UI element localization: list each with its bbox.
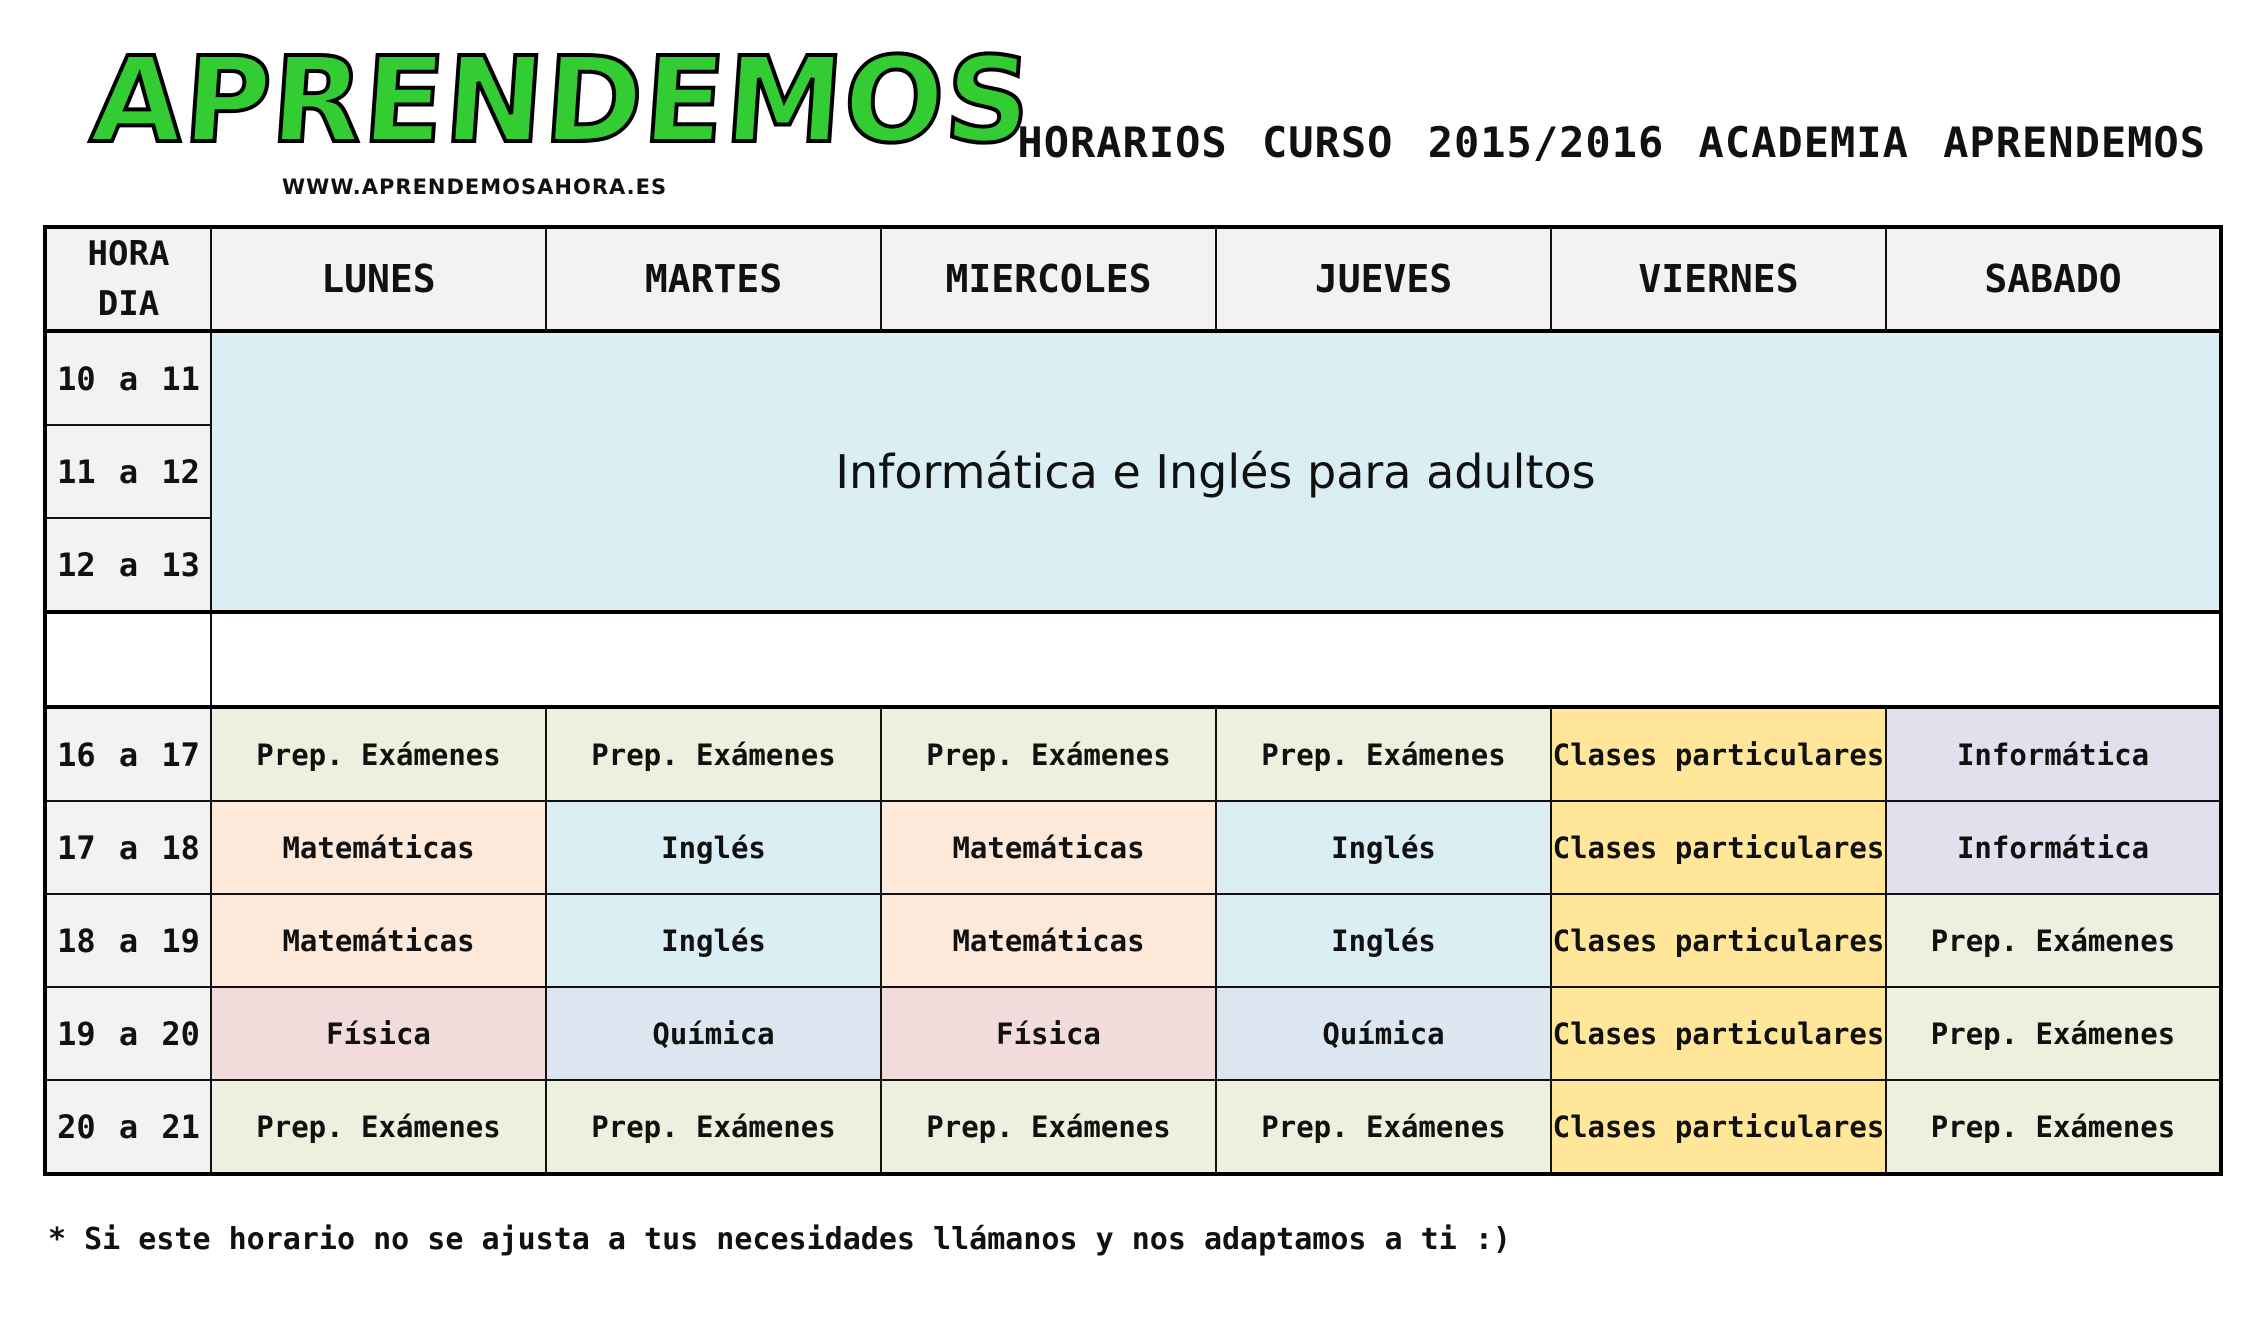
class-cell: Clases particulares (1551, 894, 1886, 987)
class-cell: Prep. Exámenes (1886, 987, 2221, 1080)
class-cell: Matemáticas (881, 894, 1216, 987)
time-row (45, 1080, 2221, 1174)
class-cell: Clases particulares (1551, 1080, 1886, 1174)
class-cell: Informática (1886, 801, 2221, 894)
day-header-viernes: VIERNES (1551, 227, 1886, 331)
schedule-table (43, 225, 2223, 1176)
class-cell: Clases particulares (1551, 801, 1886, 894)
time-row (45, 707, 2221, 801)
class-cell: Inglés (1216, 801, 1551, 894)
class-cell: Matemáticas (211, 894, 546, 987)
time-slot: 17 a 18 (45, 801, 211, 894)
class-cell: Inglés (546, 894, 881, 987)
day-header-martes: MARTES (546, 227, 881, 331)
time-row (45, 801, 2221, 894)
class-cell: Prep. Exámenes (546, 707, 881, 801)
class-cell: Prep. Exámenes (1886, 1080, 2221, 1174)
logo-wordmark: APRENDEMOS (87, 31, 1037, 169)
class-cell: Inglés (1216, 894, 1551, 987)
class-cell: Física (881, 987, 1216, 1080)
time-slot: 10 a 11 (45, 331, 211, 425)
class-cell: Prep. Exámenes (1886, 894, 2221, 987)
time-row (45, 894, 2221, 987)
time-slot: 19 a 20 (45, 987, 211, 1080)
class-cell: Clases particulares (1551, 707, 1886, 801)
time-slot: 20 a 21 (45, 1080, 211, 1174)
class-cell: Informática (1886, 707, 2221, 801)
class-cell: Prep. Exámenes (211, 1080, 546, 1174)
corner-label-hora: HORA (87, 234, 170, 274)
class-cell: Prep. Exámenes (881, 707, 1216, 801)
day-header-sabado: SABADO (1886, 227, 2221, 331)
class-cell: Prep. Exámenes (211, 707, 546, 801)
logo-url: WWW.APRENDEMOSAHORA.ES (282, 175, 668, 199)
class-cell: Matemáticas (211, 801, 546, 894)
corner-label-dia: DIA (97, 284, 160, 324)
class-cell: Prep. Exámenes (546, 1080, 881, 1174)
time-row (45, 331, 2221, 425)
class-cell: Matemáticas (881, 801, 1216, 894)
break-cell-time (45, 612, 211, 707)
day-header-jueves: JUEVES (1216, 227, 1551, 331)
adults-block: Informática e Inglés para adultos (211, 331, 2221, 612)
time-row (45, 987, 2221, 1080)
class-cell: Clases particulares (1551, 987, 1886, 1080)
footnote: * Si este horario no se ajusta a tus necesidades llámanos y nos adaptamos a ti :) (48, 1222, 1511, 1257)
header-row (45, 227, 2221, 331)
time-slot: 11 a 12 (45, 425, 211, 518)
class-cell: Inglés (546, 801, 881, 894)
break-cell (211, 612, 2221, 707)
class-cell: Prep. Exámenes (1216, 1080, 1551, 1174)
class-cell: Química (546, 987, 881, 1080)
page-title: HORARIOS CURSO 2015/2016 ACADEMIA APRENDEMOS (1017, 118, 2206, 167)
break-row (45, 612, 2221, 707)
day-header-lunes: LUNES (211, 227, 546, 331)
time-slot: 12 a 13 (45, 518, 211, 612)
time-slot: 18 a 19 (45, 894, 211, 987)
class-cell: Química (1216, 987, 1551, 1080)
class-cell: Prep. Exámenes (1216, 707, 1551, 801)
corner-header (45, 227, 211, 331)
day-header-miercoles: MIERCOLES (881, 227, 1216, 331)
class-cell: Física (211, 987, 546, 1080)
aprendemos-logo (87, 30, 1037, 199)
class-cell: Prep. Exámenes (881, 1080, 1216, 1174)
time-slot: 16 a 17 (45, 707, 211, 801)
